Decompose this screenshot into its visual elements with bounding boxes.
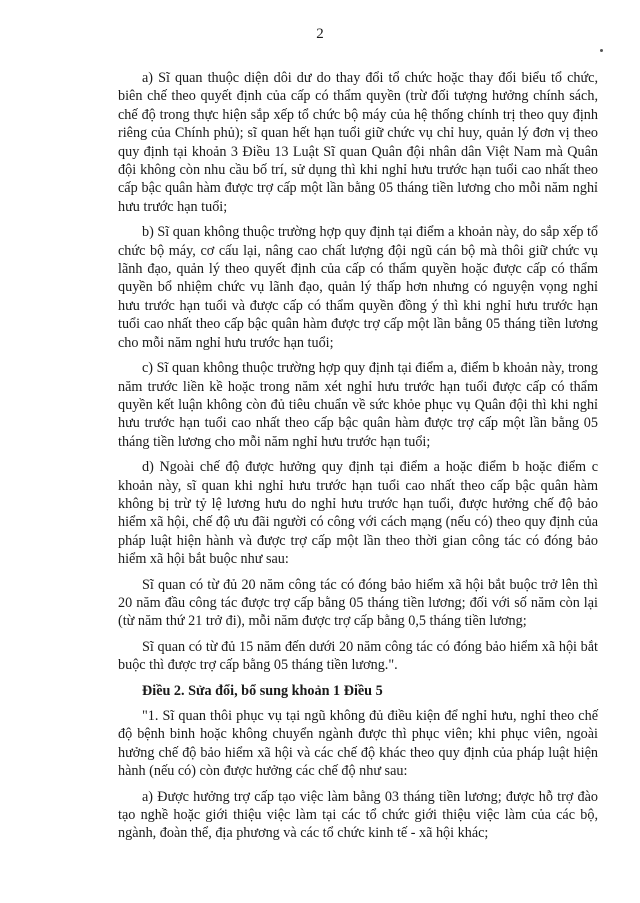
paragraph-point-b: b) Sĩ quan không thuộc trường hợp quy định tại điểm a khoản này, do sắp xếp tổ chức bộ máy, cơ cấu lại, nâng cao chất lượng đội ngũ cán bộ mà thôi giữ chức vụ lãnh đạo, quản lý theo quyết định của cấp có thẩm quyền hoặc được cấp có thẩm quyền bổ nhiệm chức vụ lãnh đạo, quản lý thấp hơn nhưng có nguyện vọng nghỉ hưu trước hạn tuổi và được cấp có thẩm quyền đồng ý thì khi nghỉ hưu trước hạn tuổi cao nhất theo cấp bậc quân hàm được trợ cấp một lần bằng 05 tháng tiền lương cho mỗi năm nghỉ hưu trước hạn tuổi; (118, 224, 599, 351)
article-2-heading: Điều 2. Sửa đổi, bổ sung khoản 1 Điều 5 (142, 682, 383, 699)
paragraph-point-d: d) Ngoài chế độ được hưởng quy định tại điểm a hoặc điểm b hoặc điểm c khoản này, sĩ quan khi nghỉ hưu trước hạn tuổi cao nhất theo cấp bậc quân hàm không bị trừ tỷ lệ lương hưu do nghỉ hưu trước hạn tuổi, được hưởng chế độ bảo hiểm xã hội, chế độ ưu đãi người có công với cách mạng (nếu có) theo quy định của pháp luật hiện hành và được trợ cấp một lần theo thời gian công tác có đóng bảo hiểm xã hội bắt buộc như sau: (118, 459, 598, 568)
page-number: 2 (316, 26, 324, 42)
paragraph-point-a: a) Sĩ quan thuộc diện dôi dư do thay đổi tổ chức hoặc thay đổi biểu tổ chức, biên chế theo quyết định của cấp có thẩm quyền (trừ đối tượng hưởng chính sách, chế độ trong thực hiện sắp xếp tổ chức bộ máy của hệ thống chính trị theo quy định riêng của Chính phủ); sĩ quan hết hạn tuổi giữ chức vụ chỉ huy, quản lý đơn vị theo quy định tại khoản 3 Điều 13 Luật Sĩ quan Quân đội nhân dân Việt Nam mà Quân đội không còn nhu cầu bố trí, sử dụng thì khi nghỉ hưu trước hạn tuổi cao nhất theo cấp bậc quân hàm được trợ cấp một lần bằng 05 tháng tiền lương cho mỗi năm nghỉ hưu trước hạn tuổi; (118, 70, 598, 215)
paragraph-clause-1: "1. Sĩ quan thôi phục vụ tại ngũ không đủ điều kiện để nghỉ hưu, nghỉ theo chế độ bệnh binh hoặc không chuyển ngành được thì phục viên; khi phục viên, ngoài hưởng chế độ bảo hiểm xã hội và các chế độ khác theo quy định của pháp luật hiện hành (nếu có) còn được hưởng các chế độ như sau: (118, 708, 598, 780)
paragraph-clause-1-point-a: a) Được hưởng trợ cấp tạo việc làm bằng 03 tháng tiền lương; được hỗ trợ đào tạo nghề hoặc giới thiệu việc làm tại các tổ chức giới thiệu việc làm của các bộ, ngành, đoàn thể, địa phương và các tổ chức kinh tế - xã hội khác; (118, 788, 598, 842)
paragraph-20-years: Sĩ quan có từ đủ 20 năm công tác có đóng bảo hiểm xã hội bắt buộc trở lên thì 20 năm đầu công tác được trợ cấp bằng 05 tháng tiền lương; đối với số năm còn lại (từ năm thứ 21 trở đi), mỗi năm được trợ cấp bằng 0,5 tháng tiền lương; (118, 576, 598, 630)
paragraph-point-c: c) Sĩ quan không thuộc trường hợp quy định tại điểm a, điểm b khoản này, trong năm trước liền kề hoặc trong năm xét nghỉ hưu trước hạn tuổi được cấp có thẩm quyền kết luận không còn đủ tiêu chuẩn về sức khỏe phục vụ Quân đội thì khi nghỉ hưu trước hạn tuổi cao nhất theo cấp bậc quân hàm được trợ cấp một lần bằng 05 tháng tiền lương cho mỗi năm nghỉ hưu trước hạn tuổi; (118, 360, 598, 450)
paragraph-15-years: Sĩ quan có từ đủ 15 năm đến dưới 20 năm công tác có đóng bảo hiểm xã hội bắt buộc thì được trợ cấp bằng 05 tháng tiền lương.". (118, 638, 598, 674)
scan-dot-mark (600, 49, 603, 52)
